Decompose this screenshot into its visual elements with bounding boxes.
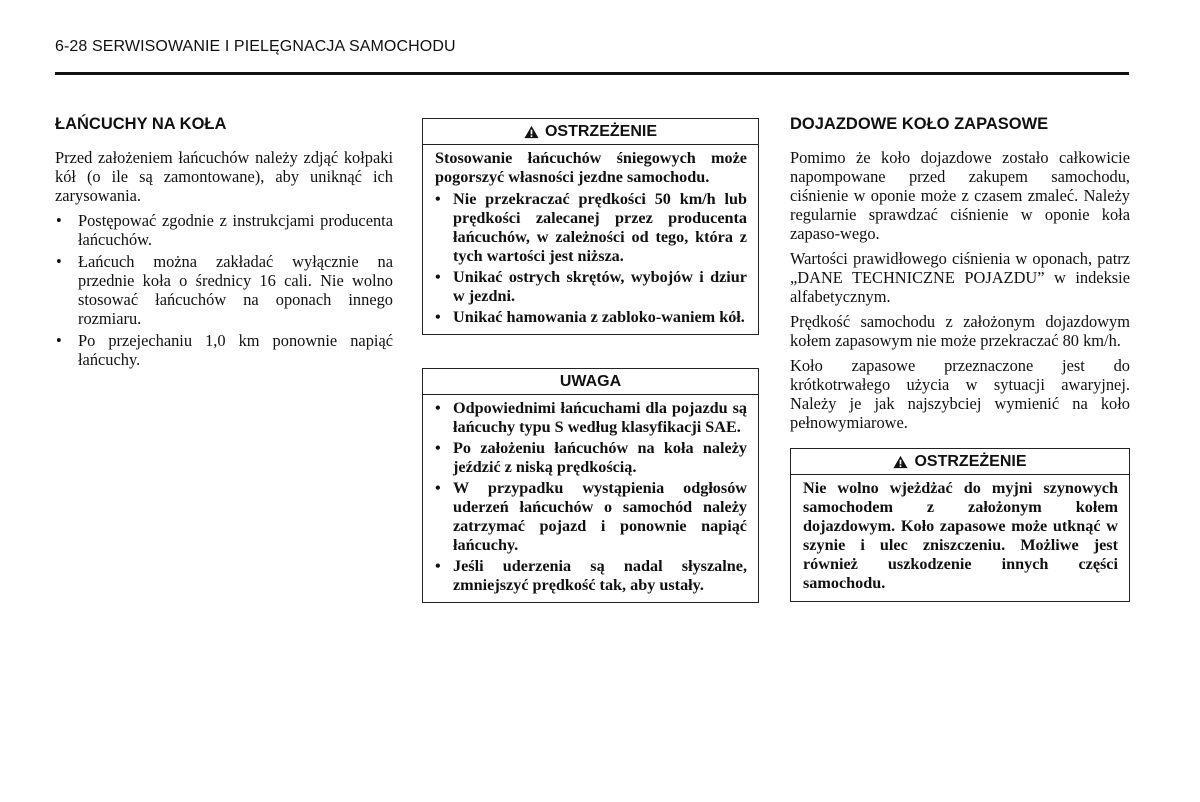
warning-box-body: [423, 145, 758, 334]
spare-wheel-paragraph: Prędkość samochodu z założonym dojazdowym kołem zapasowym nie może przekraczać 80 km/h.: [790, 312, 1130, 350]
section-heading-snow-chains: ŁAŃCUCHY NA KOŁA: [55, 115, 227, 133]
warning-box: [790, 448, 1130, 602]
snow-chains-intro: Przed założeniem łańcuchów należy zdjąć kołpaki kół (o ile są zamontowane), aby uniknąć ich zarysowania.: [55, 148, 393, 205]
list-item: • Po założeniu łańcuchów na koła należy jeździć z niską prędkością.: [435, 439, 747, 476]
list-item: • Unikać hamowania z zabloko-waniem kół.: [435, 308, 745, 326]
section-heading-spare-wheel: DOJAZDOWE KOŁO ZAPASOWE: [790, 115, 1049, 133]
spare-wheel-paragraph: Pomimo że koło dojazdowe zostało całkowicie napompowane przed zakupem samochodu, ciśnienie w oponie może z czasem zmaleć. Należy regularnie sprawdzać ciśnienie w oponie koła zapaso-wego.: [790, 148, 1130, 243]
list-item: • Jeśli uderzenia są nadal słyszalne, zmniejszyć prędkość tak, aby ustały.: [435, 557, 747, 594]
warning-box-title: OSTRZEŻENIE: [423, 119, 758, 145]
left-column: [55, 114, 393, 372]
note-box-body: [423, 395, 758, 602]
spare-wheel-paragraph: Wartości prawidłowego ciśnienia w oponach, patrz „DANE TECHNICZNE POJAZDU” w indeksie alfabetycznym.: [790, 249, 1130, 306]
page-header: 6-28 SERWISOWANIE I PIELĘGNACJA SAMOCHODU: [55, 38, 456, 55]
right-column: [790, 114, 1130, 602]
middle-column: [422, 118, 759, 603]
warning-box-title: OSTRZEŻENIE: [791, 449, 1129, 475]
warning-list: [435, 190, 747, 327]
note-box: [422, 368, 759, 603]
header-rule: [55, 72, 1129, 75]
warning-intro: Stosowanie łańcuchów śniegowych może pogorszyć własności jezdne samochodu.: [435, 149, 747, 186]
snow-chains-list: [55, 211, 393, 369]
warning-text: Nie wolno wjeżdżać do myjni szynowych samochodem z założonym kołem dojazdowym. Koło zapasowe może utknąć w szynie i ulec zniszczeniu. Możliwe jest również uszkodzenie innych części samochodu.: [803, 479, 1118, 592]
list-item: • Łańcuch można zakładać wyłącznie na przednie koła o średnicy 16 cali. Nie wolno stosować łańcuchów na oponach innego rozmiaru.: [56, 252, 393, 328]
list-item: • Odpowiednimi łańcuchami dla pojazdu są łańcuchy typu S według klasyfikacji SAE.: [435, 399, 747, 436]
warning-triangle-icon: [524, 125, 539, 139]
list-item: • Nie przekraczać prędkości 50 km/h lub prędkości zalecanej przez producenta łańcuchów, w zależności od tego, która z tych wartości jest niższa.: [435, 190, 747, 265]
warning-box: [422, 118, 759, 335]
list-item: • W przypadku wystąpienia odgłosów uderzeń łańcuchów o samochód należy zatrzymać pojazd i ponownie napiąć łańcuchy.: [435, 479, 747, 554]
note-box-title: UWAGA: [423, 369, 758, 395]
list-item: • Postępować zgodnie z instrukcjami producenta łańcuchów.: [56, 211, 393, 249]
list-item: • Unikać ostrych skrętów, wybojów i dziur w jezdni.: [435, 268, 747, 305]
spare-wheel-paragraph: Koło zapasowe przeznaczone jest do krótkotrwałego użycia w sytuacji awaryjnej. Należy je jak najszybciej wymienić na koło pełnowymiarowe.: [790, 356, 1130, 432]
warning-box-body: [791, 475, 1129, 601]
list-item: • Po przejechaniu 1,0 km ponownie napiąć łańcuchy.: [56, 331, 393, 369]
note-list: [435, 399, 747, 595]
warning-triangle-icon: [893, 455, 908, 469]
